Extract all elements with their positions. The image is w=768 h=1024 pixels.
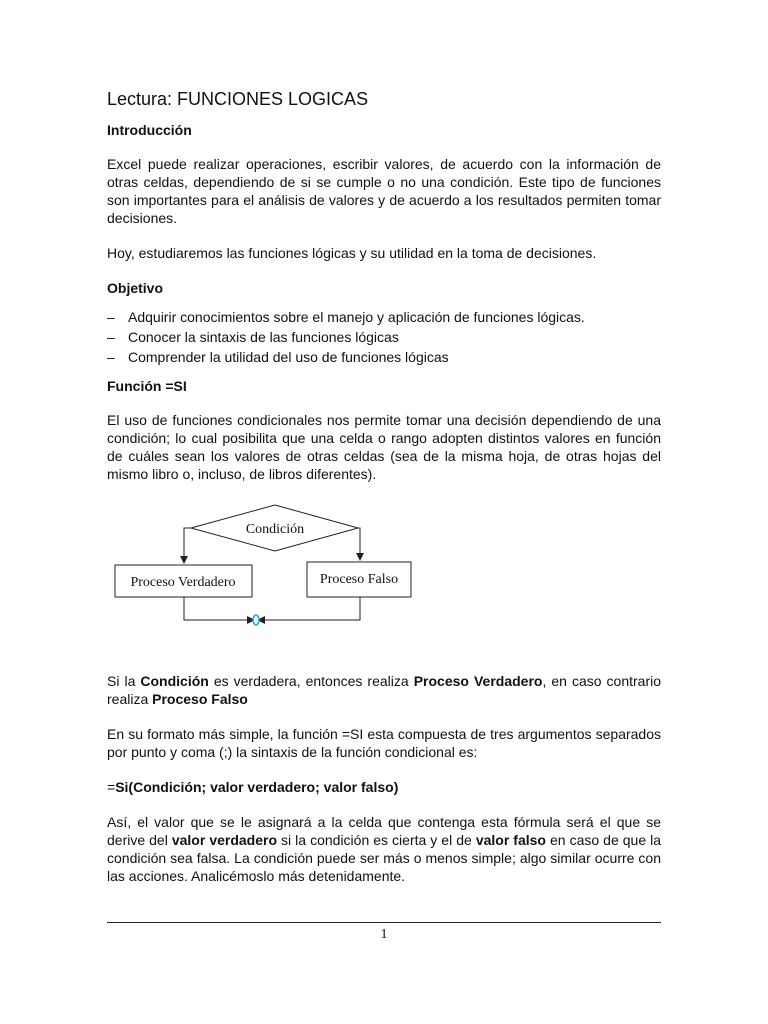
false-branch-line [358, 528, 360, 559]
false-process-label: Proceso Falso [319, 572, 399, 587]
footer-divider [107, 922, 661, 923]
list-item: – Comprender la utilidad del uso de funciones lógicas [107, 349, 449, 365]
list-item: – Conocer la sintaxis de las funciones lógicas [107, 329, 399, 345]
merge-node [253, 615, 259, 625]
list-item: – Adquirir conocimientos sobre el manejo y aplicación de funciones lógicas. [107, 309, 585, 325]
condition-label: Condición [245, 522, 305, 537]
page-number: 1 [380, 927, 388, 942]
intro-heading: Introducción [107, 122, 192, 138]
dash-bullet: – [107, 329, 115, 345]
formula-syntax: =Si(Condición; valor verdadero; valor falso) [107, 779, 399, 795]
true-return-line [184, 597, 253, 620]
objective-list [107, 307, 661, 367]
page-title: Lectura: FUNCIONES LOGICAS [107, 89, 369, 109]
si-function-paragraph: El uso de funciones condicionales nos permite tomar una decisión dependiendo de una condición; lo cual posibilita que una celda o rango adopten distintos valores en función de cuáles sean los valores de otras celdas (sea de la misma hoja, de otras hojas del mismo libro o, incluso, de libros diferentes). [107, 412, 661, 482]
dash-bullet: – [107, 349, 115, 365]
true-process-label: Proceso Verdadero [130, 575, 236, 590]
false-return-line [259, 597, 360, 620]
explanation-paragraph-3: Así, el valor que se le asignará a la celda que contenga esta fórmula será el que se derive del valor verdadero si la condición es cierta y el de valor falso en caso de que la condición sea falsa. La condición puede ser más o menos simple; algo similar ocurre con las acciones. Analicémoslo más detenidamente. [107, 814, 662, 884]
objective-heading: Objetivo [107, 280, 164, 296]
document-page [107, 88, 662, 884]
si-function-heading: Función =SI [107, 378, 187, 394]
flowchart-diagram [107, 500, 437, 630]
intro-paragraph-1: Excel puede realizar operaciones, escribir valores, de acuerdo con la información de otras celdas, dependiendo de si se cumple o no una condición. Este tipo de funciones son importantes para el análisis de valores y de acuerdo a los resultados permiten tomar decisiones. [107, 156, 661, 226]
explanation-section [107, 672, 661, 902]
dash-bullet: – [107, 309, 115, 325]
true-branch-line [184, 528, 191, 562]
intro-paragraph-2: Hoy, estudiaremos las funciones lógicas y su utilidad en la toma de decisiones. [107, 245, 597, 261]
explanation-paragraph-1: Si la Condición es verdadera, entonces realiza Proceso Verdadero, en caso contrario realiza Proceso Falso [107, 673, 662, 707]
explanation-paragraph-2: En su formato más simple, la función =SI esta compuesta de tres argumentos separados por punto y coma (;) la sintaxis de la función condicional es: [107, 726, 661, 760]
